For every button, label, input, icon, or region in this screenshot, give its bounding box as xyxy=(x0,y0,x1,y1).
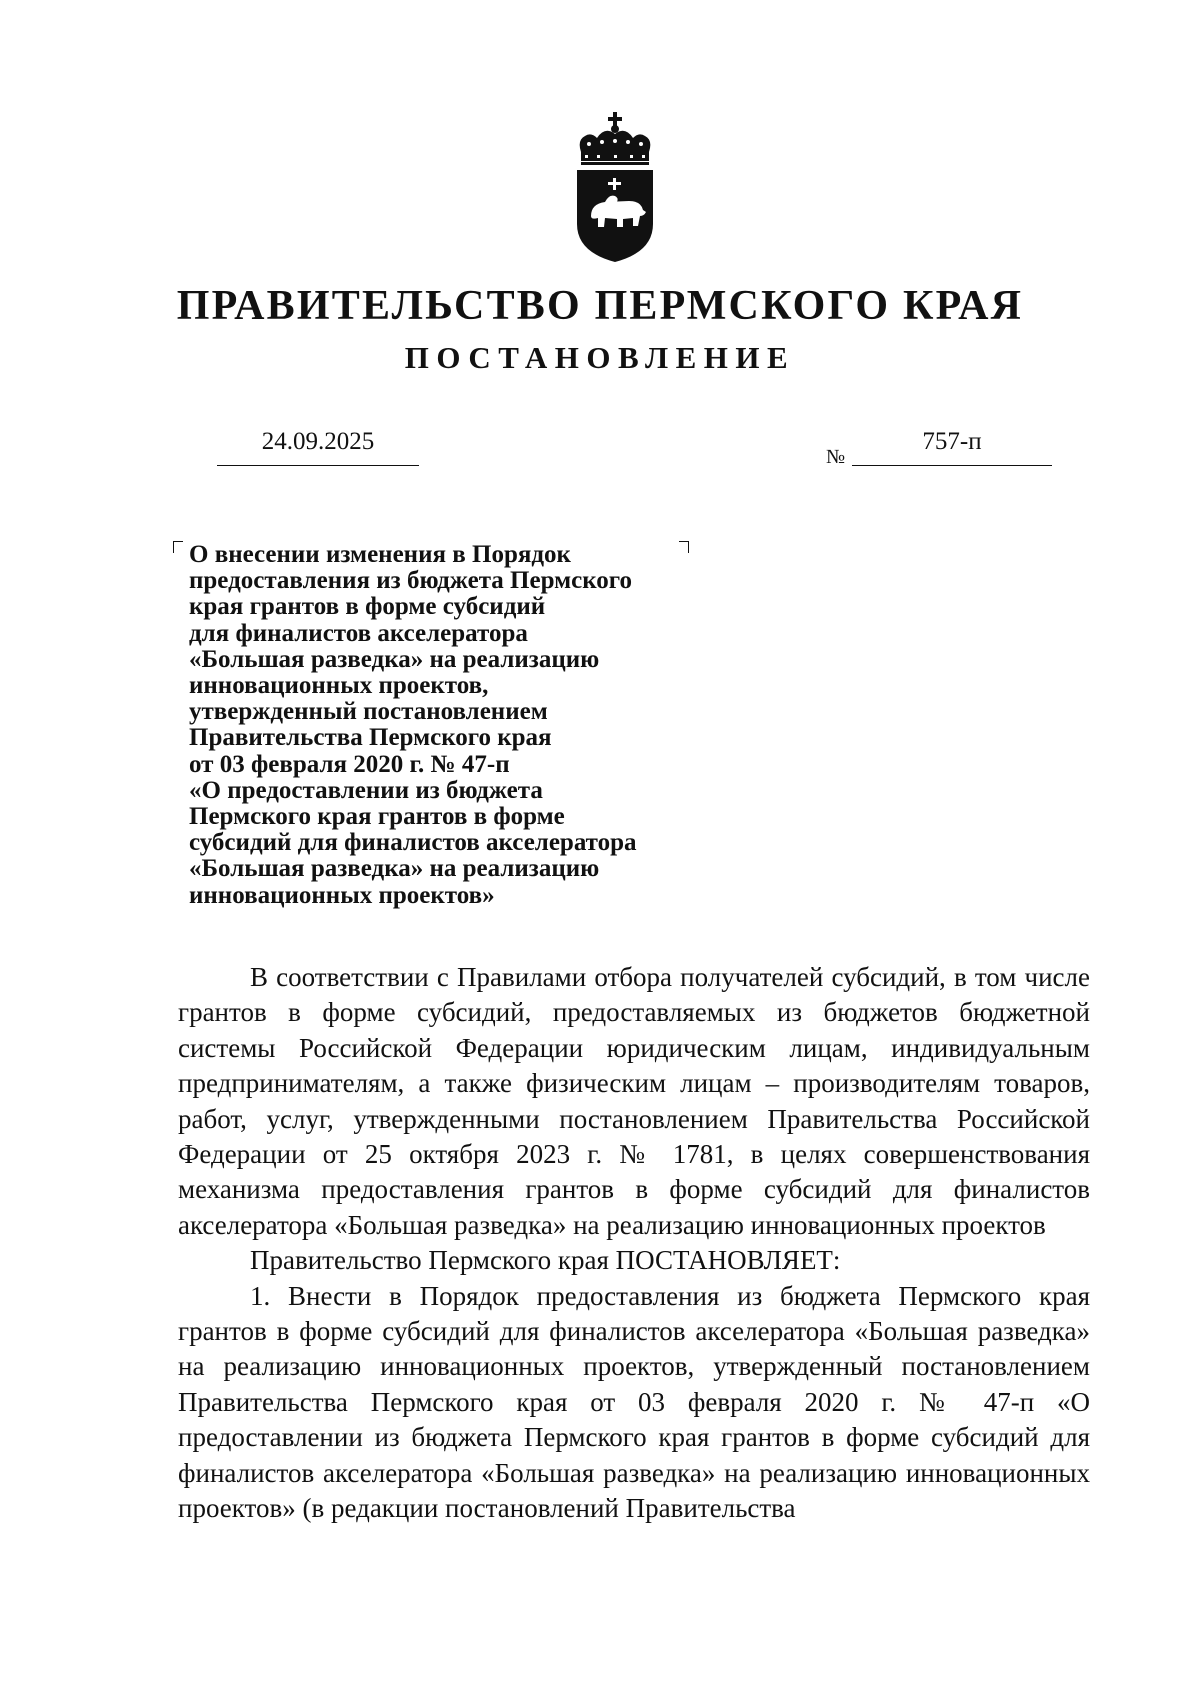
document-date: 24.09.2025 xyxy=(261,428,375,455)
subject-line: «Большая разведка» на реализацию xyxy=(189,855,600,883)
subject-line: предоставления из бюджета Пермского xyxy=(189,567,633,595)
subject-line: «О предоставлении из бюджета xyxy=(189,776,543,804)
subject-line: О внесении изменения в Порядок xyxy=(189,541,571,568)
number-underline xyxy=(852,465,1052,466)
subject-line: края грантов в форме субсидий xyxy=(189,593,546,621)
document-subject xyxy=(189,542,709,909)
body-paragraph: В соответствии с Правилами отбора получателей субсидий, в том числе грантов в форме субсидий, предоставляемых из бюджетов бюджетной системы Российской Федерации юридическим лицам, индивидуальным предпринимателям, а также физическим лицам – производителям товаров, работ, услуг, утвержденными постановлением Правительства Российской Федерации от 25 октября 2023 г. № 1781, в целях совершенствования механизма предоставления грантов в форме субсидий для финалистов акселератора «Большая разведка» на реализацию инновационных проектов xyxy=(178,962,1090,1240)
number-label: № xyxy=(826,446,846,468)
document-number: 757-п xyxy=(922,428,982,455)
subject-line: для финалистов акселератора xyxy=(189,619,528,647)
date-underline xyxy=(217,465,419,466)
subject-line: «Большая разведка» на реализацию xyxy=(189,645,600,673)
subject-line: Правительства Пермского края xyxy=(189,724,552,752)
document-type: ПОСТАНОВЛЕНИЕ xyxy=(404,340,796,375)
organization-title: ПРАВИТЕЛЬСТВО ПЕРМСКОГО КРАЯ xyxy=(176,283,1024,329)
subject-corner-top-left xyxy=(173,541,183,553)
coat-of-arms-icon xyxy=(571,112,659,264)
subject-line: субсидий для финалистов акселератора xyxy=(189,829,637,857)
subject-line: инновационных проектов, xyxy=(189,672,489,700)
body-paragraph: 1. Внести в Порядок предоставления из бюджета Пермского края грантов в форме субсидий для финалистов акселератора «Большая разведка» на реализацию инновационных проектов, утвержденный постановлением Правительства Пермского края от 03 февраля 2020 г. № 47-п «О предоставлении из бюджета Пермского края грантов в форме субсидий для финалистов акселератора «Большая разведка» на реализацию инновационных проектов» (в редакции постановлений Правительства xyxy=(178,1280,1090,1524)
subject-line: утвержденный постановлением xyxy=(189,698,548,726)
subject-line: от 03 февраля 2020 г. № 47-п xyxy=(189,750,510,778)
body-paragraph: Правительство Пермского края ПОСТАНОВЛЯЕТ: xyxy=(250,1245,841,1276)
subject-line: инновационных проектов» xyxy=(189,881,495,909)
subject-line: Пермского края грантов в форме xyxy=(189,803,565,831)
document-body xyxy=(178,960,1090,1527)
